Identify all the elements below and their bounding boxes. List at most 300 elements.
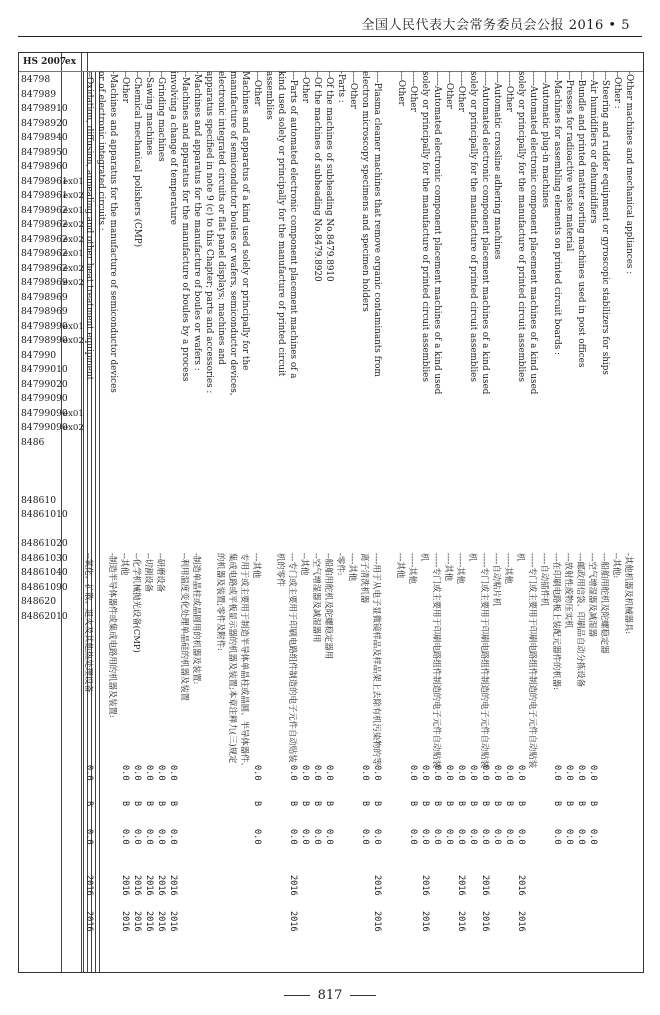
impl-from-value bbox=[191, 875, 203, 896]
base-rate-value: 0.0 bbox=[552, 765, 562, 781]
hs-code bbox=[21, 465, 68, 480]
desc-cn-line: ---邮政用信袋、印刷品自动分拣设备 bbox=[576, 553, 586, 688]
final-rate-value: 0.0 bbox=[408, 829, 418, 845]
desc-en-line: -----Other bbox=[408, 71, 418, 112]
desc-en-line: ----Other bbox=[348, 71, 358, 109]
impl-to-value bbox=[491, 911, 503, 932]
base-rate-value bbox=[95, 765, 107, 781]
impl-from-value bbox=[359, 875, 371, 896]
impl-from-value bbox=[575, 875, 587, 896]
desc-cn-line: --利用温度变化处理单晶硅的机器及装置 bbox=[180, 553, 190, 702]
desc-cn-line: --化学机械抛光设备(CMP) bbox=[132, 553, 142, 653]
final-rate-value: 0.0 bbox=[288, 829, 298, 845]
desc-cn-line: -----其他 bbox=[456, 553, 466, 584]
bd-value bbox=[623, 801, 635, 806]
final-rate-value: 0.0 bbox=[516, 829, 526, 845]
base-rate-value: 0.0 bbox=[408, 765, 418, 781]
desc-cn-line: 离子清洗机器 bbox=[360, 553, 370, 604]
bd-value: B bbox=[360, 801, 370, 807]
impl-to-value bbox=[539, 911, 551, 932]
desc_en-block bbox=[83, 71, 635, 396]
hs-code: 84799090 bbox=[21, 393, 68, 404]
bd-value: B bbox=[120, 801, 130, 807]
hs-code-column bbox=[21, 73, 68, 624]
bd-value bbox=[215, 801, 227, 806]
bd-value: B bbox=[444, 801, 454, 807]
impl-to-value bbox=[251, 911, 263, 932]
hs-code: 84798961 bbox=[21, 175, 68, 187]
running-header bbox=[40, 14, 630, 32]
ex-mark: ex02 bbox=[63, 278, 84, 288]
bd-block bbox=[83, 801, 635, 806]
bd-value: B bbox=[504, 801, 514, 807]
base-rate-value: 0.0 bbox=[288, 765, 298, 781]
desc-en-line: --Oxidation, diffusion, annealing and other heat treatment equipment bbox=[84, 71, 94, 381]
impl-from-value bbox=[587, 875, 599, 896]
desc-cn-line: --研磨设备 bbox=[156, 553, 166, 593]
impl-to-value: 2016 bbox=[156, 911, 166, 932]
impl-from-value bbox=[491, 875, 503, 896]
final-rate-value: 0.0 bbox=[300, 829, 310, 845]
hs-code: 84861090 bbox=[21, 581, 68, 593]
impl-from-value: 2016 bbox=[480, 875, 490, 896]
final-rate-value: 0.0 bbox=[312, 829, 322, 845]
base-rate-value: 0.0 bbox=[252, 765, 262, 781]
desc-en-line: -----Other bbox=[504, 71, 514, 112]
final-rate-value: 0.0 bbox=[156, 829, 166, 845]
base-rate-value: 0.0 bbox=[120, 765, 130, 781]
impl-to-value bbox=[107, 911, 119, 932]
impl-to-value: 2016 bbox=[132, 911, 142, 932]
final-rate-value: 0.0 bbox=[564, 829, 574, 845]
base-rate-value: 0.0 bbox=[168, 765, 178, 781]
impl-from-value bbox=[407, 875, 419, 896]
bd-value: B bbox=[420, 801, 430, 807]
impl-from-value bbox=[527, 875, 539, 896]
impl-from-value: 2016 bbox=[420, 875, 430, 896]
desc-en-line: ---Bundle and printed matter sorting machines used in post offices bbox=[576, 71, 586, 368]
base-rate-value: 0.0 bbox=[516, 765, 526, 781]
ex-mark bbox=[63, 378, 84, 393]
base_rate-block bbox=[83, 765, 635, 781]
desc-en-line: ---Air humidifiers or dehumidifiers bbox=[588, 71, 598, 224]
impl-from-value bbox=[443, 875, 455, 896]
ex-mark bbox=[63, 305, 84, 320]
desc-en-line: -----Automated electronic component placement machines of a kind used bbox=[480, 71, 490, 395]
impl-to-value bbox=[263, 911, 275, 932]
desc-en-line: -Other machines and mechanical appliances : bbox=[624, 71, 634, 275]
final-rate-value bbox=[263, 829, 275, 845]
final-rate-value: 0.0 bbox=[468, 829, 478, 845]
impl-from-value bbox=[623, 875, 635, 896]
impl-to-value bbox=[311, 911, 323, 932]
impl-to-value: 2016 bbox=[420, 911, 430, 932]
impl-from-value bbox=[299, 875, 311, 896]
desc-cn-line: 的机器及装置;零件及附件: bbox=[216, 553, 226, 651]
base-rate-value bbox=[335, 765, 347, 781]
base-rate-value: 0.0 bbox=[576, 765, 586, 781]
bd-value bbox=[263, 801, 275, 806]
impl-from-value bbox=[323, 875, 335, 896]
final-rate-value bbox=[215, 829, 227, 845]
impl-from-value: 2016 bbox=[456, 875, 466, 896]
impl-to-value bbox=[503, 911, 515, 932]
running-header-text bbox=[362, 14, 630, 33]
desc-cn-line bbox=[95, 553, 107, 771]
impl-to-value bbox=[95, 911, 107, 932]
ex-mark: ex01 bbox=[63, 321, 84, 332]
impl-to-value bbox=[191, 911, 203, 932]
desc-cn-line: ---船舶用舵机及陀螺稳定器 bbox=[600, 553, 610, 654]
hs-code: 84798960 bbox=[21, 161, 68, 172]
base-rate-value bbox=[203, 765, 215, 781]
impl-to-value: 2016 bbox=[288, 911, 298, 932]
ex-mark: ex01 bbox=[63, 205, 84, 216]
hs-code: 8486 bbox=[21, 436, 45, 448]
bd-value bbox=[347, 801, 359, 806]
desc-en-line: --Sawing machines bbox=[144, 71, 154, 156]
final-rate-value bbox=[239, 829, 251, 845]
impl-from-value: 2016 bbox=[516, 875, 526, 896]
desc-cn-line: -----专门或主要用于印刷电路组件制造的电子元件自动贴装 bbox=[528, 553, 538, 769]
impl-to-value: 2016 bbox=[144, 911, 154, 932]
ex-mark bbox=[63, 363, 84, 378]
base-rate-value: 0.0 bbox=[300, 765, 310, 781]
desc-cn-line: -其他机器及机械器具: bbox=[624, 553, 634, 635]
desc-cn-line: --切割设备 bbox=[144, 553, 154, 593]
desc-cn-line bbox=[167, 553, 179, 771]
base-rate-value bbox=[191, 765, 203, 781]
desc-cn-line: -零件: bbox=[336, 553, 346, 576]
base-rate-value bbox=[179, 765, 191, 781]
base-rate-value: 0.0 bbox=[312, 765, 322, 781]
final-rate-value: 0.0 bbox=[432, 829, 442, 845]
desc-en-line: -----Automated electronic component placement machines of a kind used bbox=[432, 71, 442, 395]
desc-cn-line: --其他: bbox=[612, 553, 622, 579]
final-rate-value bbox=[179, 829, 191, 845]
bd-value: B bbox=[300, 801, 310, 807]
final-rate-value: 0.0 bbox=[576, 829, 586, 845]
desc-en-line: ---Other bbox=[252, 71, 262, 106]
hs-code: 84799010 bbox=[21, 364, 68, 375]
base-rate-value bbox=[275, 765, 287, 781]
impl-from-value bbox=[467, 875, 479, 896]
bd-value: B bbox=[408, 801, 418, 807]
impl-from-value bbox=[395, 875, 407, 896]
ex-mark: ex02 bbox=[63, 263, 84, 274]
base-rate-value bbox=[227, 765, 239, 781]
base-rate-value bbox=[611, 765, 623, 781]
desc-cn-line: ---其他 bbox=[252, 553, 262, 579]
desc-cn-line: ---空气增湿器及减湿器 bbox=[588, 553, 598, 637]
impl-from-value bbox=[311, 875, 323, 896]
desc-en-line: --Grinding machines bbox=[156, 71, 166, 162]
hs-code: 84798962 bbox=[21, 248, 68, 259]
hs-code: 84798969 bbox=[21, 291, 68, 303]
ex-mark bbox=[63, 73, 84, 88]
impl_to-block bbox=[83, 911, 635, 932]
final-rate-value: 0.0 bbox=[492, 829, 502, 845]
bd-value: B bbox=[492, 801, 502, 807]
bd-value bbox=[395, 801, 407, 806]
hs-code: 84798920 bbox=[21, 117, 68, 129]
ex-mark bbox=[63, 146, 84, 161]
desc-en-line: --Machines and apparatus for the manufacture of boules by a process bbox=[180, 71, 190, 382]
bd-value: B bbox=[516, 801, 526, 807]
desc-cn-line: 机 bbox=[468, 553, 478, 562]
bd-value: B bbox=[480, 801, 490, 807]
final-rate-value bbox=[395, 829, 407, 845]
desc-en-line: ---Other bbox=[396, 71, 406, 106]
desc-en-line: --Other bbox=[120, 71, 130, 103]
base-rate-value bbox=[215, 765, 227, 781]
bd-value bbox=[239, 801, 251, 806]
final-rate-value bbox=[383, 829, 395, 845]
impl-from-value bbox=[611, 875, 623, 896]
bd-value: B bbox=[564, 801, 574, 807]
impl-from-value bbox=[95, 875, 107, 896]
impl-from-value bbox=[503, 875, 515, 896]
hs-code: 848620 bbox=[21, 596, 57, 607]
final-rate-value bbox=[275, 829, 287, 845]
final-rate-value: 0.0 bbox=[324, 829, 334, 845]
col-header-ex: ex bbox=[65, 57, 77, 67]
bd-value: B bbox=[456, 801, 466, 807]
final-rate-value: 0.0 bbox=[504, 829, 514, 845]
desc-en-line: kind used solely or principally for the manufacture of printed circuit bbox=[276, 71, 286, 377]
base-rate-value: 0.0 bbox=[492, 765, 502, 781]
base-rate-value bbox=[539, 765, 551, 781]
bd-value: B bbox=[84, 801, 94, 807]
impl-to-value bbox=[611, 911, 623, 932]
impl-from-value: 2016 bbox=[144, 875, 154, 896]
desc-cn-line: -制造半导体器件或集成电路用的机器及装置: bbox=[108, 553, 118, 718]
base-rate-value: 0.0 bbox=[504, 765, 514, 781]
impl-to-value bbox=[407, 911, 419, 932]
footer-dash bbox=[284, 995, 310, 996]
hs-code bbox=[21, 450, 68, 465]
ex-mark: ex01 bbox=[63, 249, 84, 259]
desc-cn-line bbox=[383, 553, 395, 771]
desc-cn-line: -----其他 bbox=[408, 553, 418, 584]
final-rate-value: 0.0 bbox=[168, 829, 178, 845]
base-rate-value: 0.0 bbox=[420, 765, 430, 781]
impl-to-value bbox=[227, 911, 239, 932]
desc-en-line bbox=[383, 71, 395, 396]
final-rate-value bbox=[227, 829, 239, 845]
desc-en-line: ---Machines for assembling elements on printed circuit boards : bbox=[552, 71, 562, 355]
impl-from-value bbox=[263, 875, 275, 896]
bd-value: B bbox=[552, 801, 562, 807]
hs-code: 848610 bbox=[21, 494, 57, 506]
bd-value: B bbox=[432, 801, 442, 807]
final_rate-block bbox=[83, 829, 635, 845]
impl-to-value: 2016 bbox=[120, 911, 130, 932]
impl-from-value bbox=[239, 875, 251, 896]
impl_from-block bbox=[83, 875, 635, 896]
bd-value bbox=[527, 801, 539, 806]
impl-to-value bbox=[215, 911, 227, 932]
impl-to-value bbox=[563, 911, 575, 932]
desc-en-line: assemblies bbox=[264, 71, 274, 120]
ex-mark bbox=[63, 88, 84, 103]
impl-to-value bbox=[467, 911, 479, 932]
impl-to-value bbox=[599, 911, 611, 932]
final-rate-value bbox=[623, 829, 635, 845]
impl-to-value bbox=[347, 911, 359, 932]
hs-code: 84798990 bbox=[21, 320, 68, 332]
impl-from-value: 2016 bbox=[288, 875, 298, 896]
final-rate-value bbox=[107, 829, 119, 845]
desc-en-line: involving a change of temperature bbox=[168, 71, 178, 225]
impl-from-value bbox=[251, 875, 263, 896]
desc-en-line: --Other : bbox=[612, 71, 622, 109]
col-header-hs: HS 2007 bbox=[23, 57, 67, 67]
bd-value bbox=[335, 801, 347, 806]
final-rate-value: 0.0 bbox=[456, 829, 466, 845]
bd-value: B bbox=[252, 801, 262, 807]
desc-cn-line: ----其他 bbox=[444, 553, 454, 582]
ex-mark bbox=[63, 160, 84, 175]
bd-value bbox=[191, 801, 203, 806]
issue-number: 2016 • 5 bbox=[568, 18, 630, 33]
desc-en-line: apparatus specified in note 9 (c) to this Chapter; parts and accessories : bbox=[204, 71, 214, 394]
base-rate-value: 0.0 bbox=[360, 765, 370, 781]
desc-en-line: -Machines and apparatus for the manufacture of semiconductor devices bbox=[108, 71, 118, 393]
desc-en-line: --Other bbox=[300, 71, 310, 103]
bd-value: B bbox=[468, 801, 478, 807]
impl-to-value: 2016 bbox=[372, 911, 382, 932]
hs-code: 84798962 bbox=[21, 262, 68, 274]
ex-mark bbox=[63, 131, 84, 146]
final-rate-value bbox=[191, 829, 203, 845]
impl-from-value bbox=[551, 875, 563, 896]
base-rate-value bbox=[527, 765, 539, 781]
impl-from-value bbox=[203, 875, 215, 896]
desc-en-line: ----Plasma cleaner machines that remove organic contaminants from bbox=[372, 71, 382, 377]
desc-cn-line: -----专门或主要用于印刷电路组件制造的电子元件自动贴装 bbox=[480, 553, 490, 769]
base-rate-value bbox=[623, 765, 635, 781]
base-rate-value bbox=[383, 765, 395, 781]
desc-cn-line: ----自动插件机 bbox=[540, 553, 550, 607]
hs-code: 84799090 bbox=[21, 422, 68, 433]
ex-mark: ex02 bbox=[63, 423, 84, 433]
desc-cn-line: --氧化、扩散、退火及其他热处理设备 bbox=[84, 553, 94, 693]
desc-en-line: electron microscopy specimens and specimen holders bbox=[360, 71, 370, 312]
base-rate-value bbox=[107, 765, 119, 781]
desc-cn-line: -----专门或主要用于印刷电路组件制造的电子元件自动贴装 bbox=[432, 553, 442, 769]
desc-cn-line: -----其他 bbox=[504, 553, 514, 584]
desc-en-line: -Machines and apparatus for the manufacture of boules or wafers : bbox=[192, 71, 202, 371]
hs-code: 84798910 bbox=[21, 103, 68, 114]
final-rate-value: 0.0 bbox=[552, 829, 562, 845]
impl-to-value bbox=[575, 911, 587, 932]
hs-code: 84798962 bbox=[21, 204, 68, 216]
impl-to-value: 2016 bbox=[456, 911, 466, 932]
desc-en-line: ---Parts of automated electronic component placement machines of a bbox=[288, 71, 298, 379]
ex-mark: ex01 bbox=[63, 176, 84, 187]
desc-cn-line: ----用于从电子显微镜样品及样品架上去除有机污染物的等 bbox=[372, 553, 382, 766]
impl-from-value bbox=[275, 875, 287, 896]
impl-to-value bbox=[623, 911, 635, 932]
desc-en-line: -Parts : bbox=[336, 71, 346, 103]
desc-en-line: ---Presses for radioactive waste material bbox=[564, 71, 574, 252]
desc-en-line: solely or principally for the manufacture of printed circuit assemblies bbox=[468, 71, 478, 382]
final-rate-value: 0.0 bbox=[360, 829, 370, 845]
impl-from-value: 2016 bbox=[120, 875, 130, 896]
impl-to-value: 2016 bbox=[84, 911, 94, 932]
ex-mark bbox=[63, 102, 84, 117]
base-rate-value: 0.0 bbox=[480, 765, 490, 781]
impl-from-value bbox=[431, 875, 443, 896]
hs-code: 84798962 bbox=[21, 233, 68, 245]
base-rate-value: 0.0 bbox=[456, 765, 466, 781]
final-rate-value bbox=[335, 829, 347, 845]
final-rate-value: 0.0 bbox=[420, 829, 430, 845]
bd-value: B bbox=[144, 801, 154, 807]
base-rate-value bbox=[347, 765, 359, 781]
hs-code: 84861020 bbox=[21, 538, 68, 549]
desc-cn-line: --其他 bbox=[120, 553, 130, 576]
impl-from-value bbox=[107, 875, 119, 896]
impl-to-value bbox=[383, 911, 395, 932]
impl-from-value bbox=[227, 875, 239, 896]
bd-value: B bbox=[312, 801, 322, 807]
final-rate-value bbox=[611, 829, 623, 845]
base-rate-value: 0.0 bbox=[372, 765, 382, 781]
impl-from-value bbox=[179, 875, 191, 896]
desc-en-line: -----Automated electronic component placement machines of a kind used bbox=[528, 71, 538, 395]
page-footer bbox=[0, 988, 660, 1003]
desc-cn-line: ----其他 bbox=[348, 553, 358, 582]
desc-en-line: electronic integrated circuits or flat panel displays; machines and bbox=[216, 71, 226, 365]
hs-code: 84798969 bbox=[21, 306, 68, 317]
desc-en-line: manufacture of semiconductor boules or wafers, semiconductor devices, bbox=[228, 71, 238, 396]
ex-mark bbox=[63, 117, 84, 132]
base-rate-value: 0.0 bbox=[156, 765, 166, 781]
impl-to-value bbox=[203, 911, 215, 932]
desc-cn-line: 集成电路或平板显示器的机器及装置;本章注释九(三)规定 bbox=[228, 553, 238, 764]
final-rate-value bbox=[203, 829, 215, 845]
hs-code: 84798962 bbox=[21, 219, 68, 230]
bd-value bbox=[107, 801, 119, 806]
hs-code: 84798940 bbox=[21, 132, 68, 143]
ex-mark: ex02 bbox=[63, 336, 84, 346]
hs-code bbox=[21, 479, 68, 494]
hs-code: 84798961 bbox=[21, 190, 68, 201]
base-rate-value: 0.0 bbox=[324, 765, 334, 781]
impl-to-value bbox=[359, 911, 371, 932]
hs-code: 84798969 bbox=[21, 277, 68, 288]
impl-from-value bbox=[215, 875, 227, 896]
desc-en-line: --Of the machines of subheading No.8479.8920 bbox=[312, 71, 322, 282]
impl-from-value bbox=[347, 875, 359, 896]
final-rate-value: 0.0 bbox=[84, 829, 94, 845]
base-rate-value: 0.0 bbox=[588, 765, 598, 781]
desc_cn-block bbox=[83, 553, 635, 771]
desc-cn-line: ---其他 bbox=[396, 553, 406, 579]
bd-value: B bbox=[168, 801, 178, 807]
final-rate-value bbox=[599, 829, 611, 845]
desc-cn-line: ---专门或主要用于印刷电路组件制造的电子元件自动贴装 bbox=[288, 553, 298, 763]
desc-en-line: Machines and apparatus of a kind used solely or principally for the bbox=[240, 71, 250, 371]
base-rate-value bbox=[263, 765, 275, 781]
impl-to-value bbox=[335, 911, 347, 932]
impl-to-value bbox=[299, 911, 311, 932]
desc-cn-line: 机的零件 bbox=[276, 553, 286, 587]
impl-from-value: 2016 bbox=[168, 875, 178, 896]
hs-code: 847990 bbox=[21, 349, 57, 361]
